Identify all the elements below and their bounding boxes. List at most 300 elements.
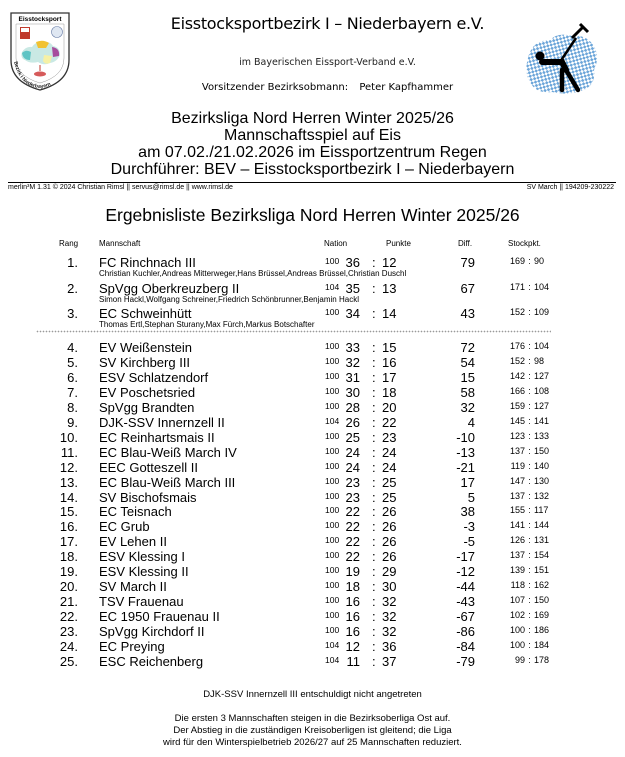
rank-cell: 14. [59,489,78,505]
point-difference: -13 [456,444,475,460]
point-difference: -86 [456,624,475,640]
rank-cell: 12. [59,459,78,475]
team-players: Thomas Ertl,Stephan Sturany,Max Fürch,Markus Botschafter [99,320,315,329]
stock-points [503,625,563,635]
points-separator: : [372,549,376,565]
team-name: SV March II [99,579,167,595]
points-for: 26 [345,414,360,430]
points-against: 24 [382,444,397,460]
stock-points [503,307,563,317]
points-for: 34 [345,306,360,321]
stock-points-against: 127 [534,370,550,381]
table-row [0,609,625,624]
table-row [0,639,625,654]
team-name: ESC Reichenberg [99,653,204,669]
stock-points [503,535,563,545]
table-row [0,281,625,304]
event-date-venue: am 07.02./21.02.2026 im Eissportzentrum Regen [138,144,487,161]
point-difference: 43 [460,306,475,321]
stock-points-against: 133 [534,430,550,441]
points-for: 22 [345,519,360,535]
stock-points-against: 104 [534,341,550,351]
rank-cell: 23. [59,624,78,640]
nation-code: 100 [325,505,340,516]
point-difference: 79 [460,255,475,270]
points-against: 23 [382,429,397,445]
point-difference: -67 [456,609,475,625]
points-for: 23 [345,474,360,490]
team-name: EC Schweinhütt [99,306,192,321]
table-row [0,430,625,445]
points-separator: : [372,564,376,580]
points-for: 36 [345,255,360,270]
rank-cell: 7. [67,384,78,400]
rank-cell: 16. [59,519,78,535]
points-against: 17 [382,369,397,385]
point-difference: 58 [460,384,475,400]
col-header-stockpunkte: Stockpkt. [508,239,541,248]
stock-points-against: 131 [534,535,550,546]
stock-points [503,491,563,501]
stock-points-against: 104 [534,282,550,292]
points-separator: : [372,459,376,475]
nation-code: 100 [325,341,340,351]
result-list-title: Ergebnisliste Bezirksliga Nord Herren Winter 2025/26 [105,205,520,225]
stock-points-against: 162 [534,580,550,591]
team-name: EEC Gotteszell II [99,459,198,475]
point-difference: 72 [460,340,475,355]
nation-code: 100 [325,595,340,606]
table-row [0,504,625,519]
points-for: 32 [345,354,360,370]
points-separator: : [372,281,376,296]
point-difference: 67 [460,281,475,296]
team-name: ESV Klessing I [99,549,185,565]
rank-cell: 5. [67,354,78,370]
chairman-label: Vorsitzender Bezirksobmann: [201,82,349,93]
stock-points [503,401,563,411]
team-name: FC Rinchnach III [99,255,196,270]
stock-points-against: 169 [534,610,550,621]
points-separator: : [372,384,376,400]
col-header-rang: Rang [59,239,79,248]
table-row [0,654,625,669]
stock-points-against: 108 [534,385,550,396]
points-for: 24 [345,459,360,475]
rank-cell: 1. [67,255,78,270]
event-type: Mannschaftsspiel auf Eis [224,127,401,144]
table-row [0,579,625,594]
table-row [0,564,625,579]
points-against: 26 [382,504,397,520]
chairman-line [0,82,625,93]
stock-points-against: 184 [534,640,550,650]
stock-points [503,640,563,650]
points-against: 30 [382,579,397,595]
nation-code: 100 [325,385,340,396]
table-row [0,255,625,278]
points-against: 25 [382,489,397,505]
stock-points-for: 107 [509,595,525,606]
point-difference: -10 [456,429,475,445]
team-name: TSV Frauenau [99,594,184,610]
stock-points [503,655,563,665]
points-for: 16 [345,594,360,610]
points-separator: : [372,369,376,385]
rank-cell: 25. [59,653,78,669]
header-divider [8,182,616,183]
stock-points-separator: : [528,580,531,591]
nation-code: 100 [325,430,340,441]
stock-points-for: 155 [509,505,525,516]
point-difference: 38 [460,504,475,520]
points-against: 12 [382,255,397,270]
points-separator: : [372,519,376,535]
table-row [0,370,625,385]
crest-ring-text: Bezirk I Niederbayern [12,61,52,91]
stock-points-against: 178 [534,654,550,665]
team-name: EC Preying [99,639,165,654]
nation-code: 104 [325,282,340,292]
nation-code: 104 [325,415,340,426]
col-header-punkte: Punkte [386,239,411,248]
stock-points-for: 99 [514,654,525,665]
points-for: 31 [345,369,360,385]
team-name: EC Teisnach [99,504,172,520]
stock-points-separator: : [528,535,531,546]
point-difference: 5 [467,489,475,505]
table-row [0,415,625,430]
stock-points-against: 154 [534,550,550,561]
team-name: EC Grub [99,519,150,535]
rank-cell: 10. [59,429,78,445]
team-name: EV Lehen II [99,534,167,550]
stock-points-for: 142 [509,370,525,381]
org-subtitle: im Bayerischen Eissport-Verband e.V. [239,57,416,68]
stock-points-for: 159 [509,400,525,411]
stock-points-for: 152 [509,355,525,366]
stock-points-separator: : [528,385,531,396]
stock-points [503,282,563,292]
nation-code: 100 [325,625,340,636]
stock-points-separator: : [528,610,531,621]
rank-cell: 17. [59,534,78,550]
points-against: 22 [382,414,397,430]
stock-points-for: 100 [509,625,525,636]
team-name: DJK-SSV Innernzell II [99,414,225,430]
stock-points-for: 119 [510,460,525,471]
promotion-separator [36,330,551,333]
points-for: 24 [345,444,360,460]
rank-cell: 15. [59,504,78,520]
table-row [0,385,625,400]
team-name: ESV Klessing II [99,564,189,580]
stock-points-against: 132 [534,490,550,501]
team-name: SpVgg Brandten [99,399,195,415]
points-against: 16 [382,354,397,370]
stock-points-separator: : [528,370,531,381]
points-separator: : [372,414,376,430]
team-name: SV Bischofsmais [99,489,197,505]
stock-points-separator: : [528,415,531,426]
stock-points-separator: : [528,625,531,636]
nation-code: 100 [325,355,340,366]
table-row [0,460,625,475]
stock-points-against: 127 [534,400,550,411]
team-players: Simon Hackl,Wolfgang Schreiner,Friedrich Schönbrunner,Benjamin Hackl [99,295,359,304]
stock-points-for: 123 [509,430,525,441]
points-separator: : [372,399,376,415]
points-for: 16 [345,624,360,640]
stock-points [503,476,563,486]
team-name: EC Blau-Weiß March III [99,474,236,490]
table-row [0,490,625,505]
stock-points-for: 145 [509,415,525,426]
stock-points-against: 186 [534,625,550,636]
points-separator: : [372,444,376,460]
stock-points-for: 166 [509,385,525,396]
stock-points-separator: : [528,490,531,501]
rank-cell: 13. [59,474,78,490]
nation-code: 100 [325,475,340,486]
stock-points-separator: : [528,475,531,486]
stock-points-against: 98 [534,355,545,366]
table-row [0,624,625,639]
stock-points-for: 141 [509,520,525,531]
point-difference: -3 [463,519,475,535]
points-for: 30 [345,384,360,400]
nation-code: 100 [325,460,340,471]
point-difference: 54 [460,354,475,370]
points-for: 33 [345,340,360,355]
points-for: 22 [345,534,360,550]
points-against: 25 [382,474,397,490]
table-row [0,355,625,370]
nation-code: 104 [325,654,340,665]
table-row [0,534,625,549]
stock-points-for: 147 [509,475,525,486]
points-separator: : [372,306,376,321]
rank-cell: 20. [59,579,78,595]
rank-cell: 9. [67,414,78,430]
table-row [0,445,625,460]
stock-points-for: 137 [509,445,525,456]
points-against: 32 [382,594,397,610]
points-separator: : [372,340,376,355]
stock-points-separator: : [528,282,531,292]
nation-code: 100 [325,490,340,501]
stock-points-for: 100 [509,640,525,650]
table-row [0,519,625,534]
stock-points-for: 137 [509,490,525,501]
stock-points [503,371,563,381]
points-against: 14 [382,306,397,321]
points-separator: : [372,504,376,520]
stock-points [503,565,563,575]
rank-cell: 4. [67,340,78,355]
point-difference: 17 [460,474,475,490]
stock-points [503,356,563,366]
team-players: Christian Kuchler,Andreas Mitterweger,Hans Brüssel,Andreas Brüssel,Christian Duschl [99,269,407,278]
col-header-diff: Diff. [458,239,473,248]
rank-cell: 11. [60,444,78,460]
rank-cell: 8. [67,399,78,415]
stock-points-against: 141 [534,415,550,426]
team-name: EC 1950 Frauenau II [99,609,220,625]
points-for: 28 [345,399,360,415]
point-difference: -43 [456,594,475,610]
relegation-note: Der Abstieg in die zuständigen Kreisoberligen ist gleitend; die Liga [173,725,452,736]
chairman-name: Peter Kapfhammer [359,82,454,93]
points-against: 29 [382,564,397,580]
stock-points-separator: : [528,640,531,650]
points-separator: : [372,429,376,445]
team-name: ESV Schlatzendorf [99,369,209,385]
points-against: 26 [382,519,397,535]
stock-points [503,580,563,590]
team-name: SpVgg Oberkreuzberg II [99,281,240,296]
withdrawn-note: DJK-SSV Innernzell III entschuldigt nicht angetreten [203,689,422,700]
table-row [0,594,625,609]
points-for: 12 [345,639,360,654]
rank-cell: 24. [59,639,78,654]
nation-code: 100 [325,565,340,576]
stock-points-for: 139 [509,565,525,576]
col-header-team: Mannschaft [99,239,141,248]
points-for: 18 [345,579,360,595]
points-separator: : [372,579,376,595]
stock-points-separator: : [528,565,531,576]
points-separator: : [372,354,376,370]
stock-points [503,550,563,560]
stock-points-against: 144 [534,520,550,531]
stock-points [503,256,563,266]
points-for: 11 [346,653,360,669]
point-difference: 15 [460,369,475,385]
org-title: Eisstocksportbezirk I – Niederbayern e.V. [170,14,485,33]
stock-points-for: 102 [509,610,525,621]
stock-points [503,505,563,515]
point-difference: -12 [456,564,475,580]
points-separator: : [372,653,376,669]
stock-points-separator: : [528,355,531,366]
stock-points-for: 118 [510,580,525,591]
stock-points-separator: : [528,550,531,561]
points-for: 16 [345,609,360,625]
points-against: 32 [382,624,397,640]
points-separator: : [372,534,376,550]
points-separator: : [372,474,376,490]
stock-points-separator: : [528,505,531,516]
stock-points-against: 109 [534,307,550,317]
point-difference: -17 [456,549,475,565]
nation-code: 100 [325,610,340,621]
stock-points [503,461,563,471]
software-credit: merlin³M 1.31 © 2024 Christian Rimsl || servus@rimsl.de || www.rimsl.de [8,184,233,191]
point-difference: -21 [456,459,475,475]
team-name: SV Kirchberg III [99,354,191,370]
points-for: 19 [345,564,360,580]
stock-points-separator: : [528,341,531,351]
team-name: EC Blau-Weiß March IV [99,444,237,460]
stock-points-separator: : [528,520,531,531]
document-id: SV March || 194209-230222 [526,184,614,191]
stock-points-separator: : [528,400,531,411]
stock-points-against: 140 [534,460,550,471]
points-for: 22 [345,549,360,565]
stock-points [503,341,563,351]
stock-points-separator: : [528,595,531,606]
stock-points-separator: : [528,654,531,665]
points-against: 15 [382,340,397,355]
point-difference: -5 [463,534,475,550]
stock-points-against: 151 [534,565,550,576]
nation-code: 100 [325,535,340,546]
promotion-note: Die ersten 3 Mannschaften steigen in die Bezirksoberliga Ost auf. [174,713,451,724]
points-for: 25 [345,429,360,445]
team-name: EV Poschetsried [99,384,196,400]
rank-cell: 19. [59,564,78,580]
table-row [0,340,625,355]
point-difference: 32 [460,399,475,415]
rank-cell: 18. [59,549,78,565]
points-separator: : [372,624,376,640]
stock-points-for: 176 [509,341,525,351]
stock-points-separator: : [528,430,531,441]
points-against: 26 [382,549,397,565]
stock-points [503,386,563,396]
points-against: 13 [382,281,397,296]
stock-points-for: 171 [509,282,525,292]
points-against: 37 [382,653,397,669]
col-header-nation: Nation [324,239,348,248]
stock-points-against: 150 [534,595,550,606]
nation-code: 100 [325,400,340,411]
stock-points [503,446,563,456]
nation-code: 100 [325,520,340,531]
stock-points-separator: : [528,307,531,317]
points-for: 35 [345,281,360,296]
nation-code: 100 [325,370,340,381]
stock-points-against: 150 [534,445,550,456]
point-difference: -79 [456,653,475,669]
reduction-note: wird für den Winterspielbetrieb 2026/27 auf 25 Mannschaften reduziert. [163,737,462,748]
team-name: SpVgg Kirchdorf II [99,624,205,640]
stock-points-for: 169 [509,256,525,266]
points-separator: : [372,639,376,654]
stock-points [503,595,563,605]
team-name: EC Reinhartsmais II [99,429,215,445]
points-against: 36 [382,639,397,654]
points-against: 24 [382,459,397,475]
stock-points-for: 137 [509,550,525,561]
stock-points-against: 130 [534,475,550,486]
stock-points-against: 90 [534,256,545,266]
nation-code: 100 [325,307,340,317]
point-difference: 4 [467,414,475,430]
stock-points-separator: : [528,445,531,456]
nation-code: 100 [325,550,340,561]
stock-points-for: 152 [509,307,525,317]
points-against: 26 [382,534,397,550]
stock-points-separator: : [528,256,531,266]
point-difference: -44 [456,579,475,595]
stock-points-against: 117 [534,505,549,516]
crest-label: Eisstocksport [18,16,62,23]
points-separator: : [372,594,376,610]
event-info [0,110,625,178]
nation-code: 100 [325,256,340,266]
